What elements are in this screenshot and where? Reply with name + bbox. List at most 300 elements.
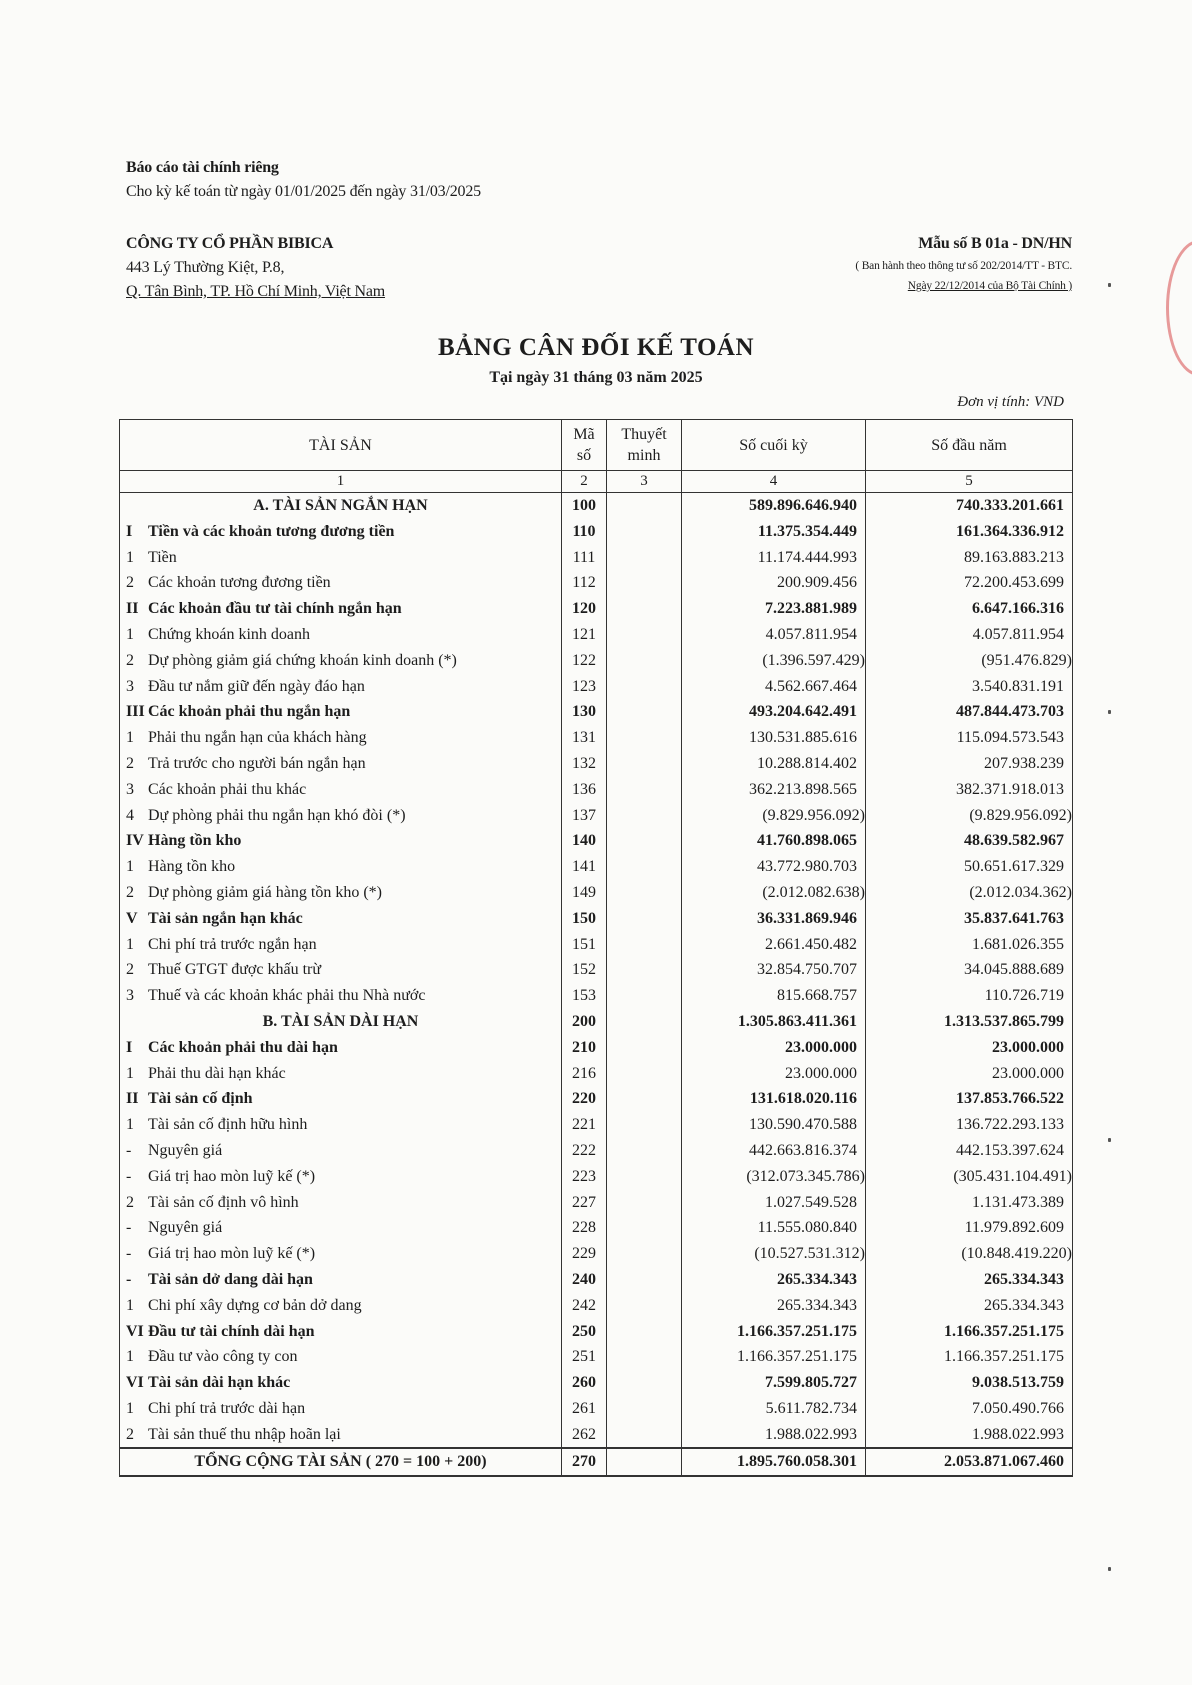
row-note xyxy=(607,1267,682,1293)
row-end-value: 265.334.343 xyxy=(682,1267,866,1293)
row-label: Tài sản dài hạn khác xyxy=(148,1374,291,1392)
row-label: Đầu tư nắm giữ đến ngày đáo hạn xyxy=(148,677,365,695)
row-note xyxy=(607,1164,682,1190)
row-label-cell xyxy=(120,1370,562,1396)
row-note xyxy=(607,1009,682,1035)
row-label-cell xyxy=(120,493,562,519)
row-begin-value: 3.540.831.191 xyxy=(866,674,1073,700)
row-end-value: 265.334.343 xyxy=(682,1293,866,1319)
row-begin-value: 1.313.537.865.799 xyxy=(866,1009,1073,1035)
row-code: 153 xyxy=(562,983,607,1009)
row-end-value: 815.668.757 xyxy=(682,983,866,1009)
scan-speck xyxy=(1108,710,1111,714)
row-code: 262 xyxy=(562,1422,607,1449)
row-begin-value: (2.012.034.362) xyxy=(866,880,1073,906)
row-note xyxy=(607,1086,682,1112)
row-end-value: 11.375.354.449 xyxy=(682,519,866,545)
row-begin-value: 23.000.000 xyxy=(866,1035,1073,1061)
row-index: 2 xyxy=(126,574,134,592)
form-number: Mẫu số B 01a - DN/HN xyxy=(918,235,1072,252)
row-label-cell xyxy=(120,906,562,932)
row-note xyxy=(607,1241,682,1267)
row-note xyxy=(607,1370,682,1396)
row-index: VI xyxy=(126,1374,144,1392)
row-code: 270 xyxy=(562,1448,607,1476)
table-row xyxy=(120,545,1073,571)
row-begin-value: 136.722.293.133 xyxy=(866,1112,1073,1138)
row-code: 227 xyxy=(562,1190,607,1216)
row-begin-value: (9.829.956.092) xyxy=(866,803,1073,829)
row-end-value: 23.000.000 xyxy=(682,1035,866,1061)
row-begin-value: 72.200.453.699 xyxy=(866,570,1073,596)
table-row xyxy=(120,854,1073,880)
row-label-cell xyxy=(120,1035,562,1061)
row-label-cell xyxy=(120,1009,562,1035)
row-end-value: (1.396.597.429) xyxy=(682,648,866,674)
col-number: 3 xyxy=(607,471,682,493)
row-label: Hàng tồn kho xyxy=(148,858,236,876)
row-label: Phải thu dài hạn khác xyxy=(148,1064,286,1082)
row-index: 2 xyxy=(126,1425,134,1443)
row-note xyxy=(607,1190,682,1216)
row-begin-value: 161.364.336.912 xyxy=(866,519,1073,545)
row-code: 121 xyxy=(562,622,607,648)
row-begin-value: 50.651.617.329 xyxy=(866,854,1073,880)
row-code: 152 xyxy=(562,957,607,983)
row-label-cell xyxy=(120,622,562,648)
row-end-value: 1.305.863.411.361 xyxy=(682,1009,866,1035)
row-begin-value: 115.094.573.543 xyxy=(866,725,1073,751)
row-label: Chi phí trả trước dài hạn xyxy=(148,1399,306,1417)
row-index: V xyxy=(126,909,138,927)
row-note xyxy=(607,519,682,545)
row-code: 242 xyxy=(562,1293,607,1319)
row-note xyxy=(607,983,682,1009)
col-number: 2 xyxy=(562,471,607,493)
row-label: Các khoản phải thu ngắn hạn xyxy=(148,703,351,721)
table-row xyxy=(120,880,1073,906)
table-row xyxy=(120,751,1073,777)
row-label-cell xyxy=(120,1319,562,1345)
row-note xyxy=(607,751,682,777)
row-note xyxy=(607,803,682,829)
row-code: 137 xyxy=(562,803,607,829)
row-code: 130 xyxy=(562,699,607,725)
row-begin-value: 1.166.357.251.175 xyxy=(866,1319,1073,1345)
row-begin-value: 48.639.582.967 xyxy=(866,828,1073,854)
table-row xyxy=(120,1061,1073,1087)
row-label-cell xyxy=(120,983,562,1009)
row-index: 2 xyxy=(126,883,134,901)
table-row xyxy=(120,570,1073,596)
row-index: III xyxy=(126,703,145,721)
row-label-cell xyxy=(120,828,562,854)
table-row xyxy=(120,519,1073,545)
company-address-1: 443 Lý Thường Kiệt, P.8, xyxy=(126,259,285,276)
col-header-note: Thuyết minh xyxy=(607,420,682,471)
table-row xyxy=(120,777,1073,803)
row-label-cell xyxy=(120,803,562,829)
row-begin-value: 34.045.888.689 xyxy=(866,957,1073,983)
row-label: Tài sản cố định vô hình xyxy=(148,1193,299,1211)
row-label-cell xyxy=(120,1241,562,1267)
row-index: 4 xyxy=(126,806,134,824)
row-note xyxy=(607,570,682,596)
row-note xyxy=(607,699,682,725)
row-code: 111 xyxy=(562,545,607,571)
row-end-value: 23.000.000 xyxy=(682,1061,866,1087)
row-end-value: 4.562.667.464 xyxy=(682,674,866,700)
row-label: Tài sản ngắn hạn khác xyxy=(148,909,303,927)
row-end-value: 1.895.760.058.301 xyxy=(682,1448,866,1476)
row-index: 1 xyxy=(126,1296,134,1314)
table-row xyxy=(120,983,1073,1009)
row-code: 250 xyxy=(562,1319,607,1345)
row-code: 120 xyxy=(562,596,607,622)
table-row xyxy=(120,1035,1073,1061)
row-begin-value: 1.681.026.355 xyxy=(866,932,1073,958)
row-label-cell xyxy=(120,1396,562,1422)
row-label: Thuế GTGT được khấu trừ xyxy=(148,961,322,979)
row-label: Tài sản cố định xyxy=(148,1090,253,1108)
table-row xyxy=(120,1370,1073,1396)
row-end-value: 1.166.357.251.175 xyxy=(682,1344,866,1370)
row-end-value: (2.012.082.638) xyxy=(682,880,866,906)
row-code: 210 xyxy=(562,1035,607,1061)
row-note xyxy=(607,596,682,622)
row-label: Phải thu ngắn hạn của khách hàng xyxy=(148,729,367,747)
row-note xyxy=(607,777,682,803)
scan-speck xyxy=(1108,1138,1111,1142)
form-note-2: Ngày 22/12/2014 của Bộ Tài Chính ) xyxy=(907,280,1072,292)
row-index: 2 xyxy=(126,651,134,669)
row-begin-value: 137.853.766.522 xyxy=(866,1086,1073,1112)
currency-unit: Đơn vị tính: VND xyxy=(957,394,1064,410)
row-begin-value: 2.053.871.067.460 xyxy=(866,1448,1073,1476)
table-row xyxy=(120,1190,1073,1216)
row-label: Đầu tư vào công ty con xyxy=(148,1348,298,1366)
row-end-value: 130.590.470.588 xyxy=(682,1112,866,1138)
col-number: 5 xyxy=(866,471,1073,493)
report-period: Cho kỳ kế toán từ ngày 01/01/2025 đến ngày 31/03/2025 xyxy=(126,183,481,200)
row-label-cell xyxy=(120,596,562,622)
row-begin-value: (305.431.104.491) xyxy=(866,1164,1073,1190)
table-row xyxy=(120,699,1073,725)
col-number: 4 xyxy=(682,471,866,493)
row-index: 1 xyxy=(126,1348,134,1366)
row-code: 216 xyxy=(562,1061,607,1087)
row-index: 3 xyxy=(126,677,134,695)
row-begin-value: 4.057.811.954 xyxy=(866,622,1073,648)
row-note xyxy=(607,622,682,648)
row-label: Trả trước cho người bán ngắn hạn xyxy=(148,754,366,772)
table-row xyxy=(120,1009,1073,1035)
table-row xyxy=(120,1164,1073,1190)
row-label-cell xyxy=(120,957,562,983)
row-label-cell xyxy=(120,854,562,880)
row-code: 131 xyxy=(562,725,607,751)
row-code: 100 xyxy=(562,493,607,519)
table-row xyxy=(120,1086,1073,1112)
row-label-cell xyxy=(120,545,562,571)
row-code: 132 xyxy=(562,751,607,777)
row-code: 261 xyxy=(562,1396,607,1422)
scan-speck xyxy=(1108,1567,1111,1571)
row-label-cell xyxy=(120,725,562,751)
company-address-2: Q. Tân Bình, TP. Hồ Chí Minh, Việt Nam xyxy=(126,283,386,300)
row-note xyxy=(607,493,682,519)
row-label-cell xyxy=(120,1112,562,1138)
row-label: Dự phòng giảm giá chứng khoán kinh doanh (*) xyxy=(148,651,457,669)
row-code: 220 xyxy=(562,1086,607,1112)
col-number: 1 xyxy=(120,471,562,493)
table-row xyxy=(120,493,1073,519)
table-row xyxy=(120,1396,1073,1422)
row-begin-value: 740.333.201.661 xyxy=(866,493,1073,519)
row-code: 240 xyxy=(562,1267,607,1293)
row-label: Thuế và các khoản khác phải thu Nhà nước xyxy=(148,987,426,1005)
row-label: TỔNG CỘNG TÀI SẢN ( 270 = 100 + 200) xyxy=(194,1453,487,1471)
row-code: 223 xyxy=(562,1164,607,1190)
row-code: 251 xyxy=(562,1344,607,1370)
document-title: BẢNG CÂN ĐỐI KẾ TOÁN xyxy=(437,334,755,361)
row-label: Nguyên giá xyxy=(148,1219,223,1237)
row-label-cell xyxy=(120,751,562,777)
row-code: 140 xyxy=(562,828,607,854)
row-label-cell xyxy=(120,1448,562,1476)
row-note xyxy=(607,1061,682,1087)
row-label-cell xyxy=(120,648,562,674)
row-code: 200 xyxy=(562,1009,607,1035)
row-begin-value: 23.000.000 xyxy=(866,1061,1073,1087)
row-note xyxy=(607,1396,682,1422)
row-end-value: 36.331.869.946 xyxy=(682,906,866,932)
row-begin-value: 35.837.641.763 xyxy=(866,906,1073,932)
row-label-cell xyxy=(120,1293,562,1319)
row-note xyxy=(607,1215,682,1241)
row-index: II xyxy=(126,1090,139,1108)
row-note xyxy=(607,1035,682,1061)
row-index: I xyxy=(126,522,133,540)
row-label: Dự phòng phải thu ngắn hạn khó đòi (*) xyxy=(148,806,406,824)
row-label: Chi phí trả trước ngắn hạn xyxy=(148,935,317,953)
row-end-value: 1.027.549.528 xyxy=(682,1190,866,1216)
row-label-cell xyxy=(120,570,562,596)
row-code: 222 xyxy=(562,1138,607,1164)
row-note xyxy=(607,828,682,854)
row-label: Các khoản phải thu dài hạn xyxy=(148,1038,338,1056)
row-end-value: (312.073.345.786) xyxy=(682,1164,866,1190)
row-label: Các khoản đầu tư tài chính ngắn hạn xyxy=(148,600,402,618)
row-code: 150 xyxy=(562,906,607,932)
row-begin-value: 11.979.892.609 xyxy=(866,1215,1073,1241)
row-note xyxy=(607,648,682,674)
row-index: 1 xyxy=(126,625,134,643)
row-note xyxy=(607,1293,682,1319)
row-label-cell xyxy=(120,1344,562,1370)
row-label: Chi phí xây dựng cơ bản dở dang xyxy=(148,1296,362,1314)
row-note xyxy=(607,932,682,958)
row-begin-value: 1.166.357.251.175 xyxy=(866,1344,1073,1370)
col-header-code: Mã số xyxy=(562,420,607,471)
row-note xyxy=(607,880,682,906)
row-end-value: 130.531.885.616 xyxy=(682,725,866,751)
row-begin-value: 89.163.883.213 xyxy=(866,545,1073,571)
column-number-row xyxy=(120,471,1073,493)
row-index: 2 xyxy=(126,1193,134,1211)
col-header-assets: TÀI SẢN xyxy=(120,420,562,471)
row-end-value: 1.988.022.993 xyxy=(682,1422,866,1449)
row-label-cell xyxy=(120,777,562,803)
row-label-cell xyxy=(120,1422,562,1449)
row-begin-value: 110.726.719 xyxy=(866,983,1073,1009)
row-end-value: 2.661.450.482 xyxy=(682,932,866,958)
row-code: 141 xyxy=(562,854,607,880)
row-index: 3 xyxy=(126,780,134,798)
row-begin-value: 6.647.166.316 xyxy=(866,596,1073,622)
row-begin-value: 382.371.918.013 xyxy=(866,777,1073,803)
row-index: 1 xyxy=(126,858,134,876)
report-type: Báo cáo tài chính riêng xyxy=(126,159,279,176)
row-index: 1 xyxy=(126,1064,134,1082)
row-label-cell xyxy=(120,932,562,958)
row-end-value: 11.555.080.840 xyxy=(682,1215,866,1241)
row-label-cell xyxy=(120,1086,562,1112)
row-end-value: (9.829.956.092) xyxy=(682,803,866,829)
row-code: 136 xyxy=(562,777,607,803)
row-index: - xyxy=(126,1245,132,1263)
row-note xyxy=(607,1448,682,1476)
company-name: CÔNG TY CỔ PHẦN BIBICA xyxy=(126,235,334,252)
row-label-cell xyxy=(120,880,562,906)
row-label: B. TÀI SẢN DÀI HẠN xyxy=(262,1012,419,1030)
col-header-begin: Số đầu năm xyxy=(866,420,1073,471)
form-note-1: ( Ban hành theo thông tư số 202/2014/TT - BTC. xyxy=(855,260,1072,272)
row-label: Dự phòng giảm giá hàng tồn kho (*) xyxy=(148,883,382,901)
row-end-value: 43.772.980.703 xyxy=(682,854,866,880)
table-row xyxy=(120,1241,1073,1267)
row-end-value: 200.909.456 xyxy=(682,570,866,596)
row-index: 1 xyxy=(126,1399,134,1417)
col-header-end: Số cuối kỳ xyxy=(682,420,866,471)
table-header-row xyxy=(120,420,1073,471)
table-row xyxy=(120,1138,1073,1164)
row-code: 228 xyxy=(562,1215,607,1241)
row-index: II xyxy=(126,600,139,618)
row-begin-value: 487.844.473.703 xyxy=(866,699,1073,725)
row-label-cell xyxy=(120,1267,562,1293)
row-begin-value: 9.038.513.759 xyxy=(866,1370,1073,1396)
row-label: Tiền xyxy=(148,548,177,566)
row-end-value: 131.618.020.116 xyxy=(682,1086,866,1112)
row-label: Nguyên giá xyxy=(148,1141,223,1159)
row-index: 2 xyxy=(126,754,134,772)
row-code: 149 xyxy=(562,880,607,906)
row-end-value: 493.204.642.491 xyxy=(682,699,866,725)
row-label: Các khoản tương đương tiền xyxy=(148,574,331,592)
row-label: Chứng khoán kinh doanh xyxy=(148,625,310,643)
row-index: I xyxy=(126,1038,133,1056)
row-index: 1 xyxy=(126,548,134,566)
row-label-cell xyxy=(120,674,562,700)
row-end-value: 7.599.805.727 xyxy=(682,1370,866,1396)
scan-speck xyxy=(1108,283,1111,287)
row-index: 1 xyxy=(126,729,134,747)
table-row xyxy=(120,1267,1073,1293)
row-end-value: 589.896.646.940 xyxy=(682,493,866,519)
row-label: Tiền và các khoản tương đương tiền xyxy=(148,522,395,540)
document-subtitle: Tại ngày 31 tháng 03 năm 2025 xyxy=(489,369,703,386)
row-note xyxy=(607,1422,682,1449)
row-note xyxy=(607,1112,682,1138)
row-label: Đầu tư tài chính dài hạn xyxy=(148,1322,315,1340)
row-note xyxy=(607,854,682,880)
row-code: 110 xyxy=(562,519,607,545)
balance-sheet-table xyxy=(119,419,1073,1477)
row-begin-value: (951.476.829) xyxy=(866,648,1073,674)
row-note xyxy=(607,906,682,932)
row-end-value: 32.854.750.707 xyxy=(682,957,866,983)
row-label: Hàng tồn kho xyxy=(148,832,242,850)
row-begin-value: (10.848.419.220) xyxy=(866,1241,1073,1267)
row-label-cell xyxy=(120,1164,562,1190)
row-code: 260 xyxy=(562,1370,607,1396)
table-row xyxy=(120,1448,1073,1476)
row-label: Tài sản cố định hữu hình xyxy=(148,1116,308,1134)
table-row xyxy=(120,622,1073,648)
row-index: 1 xyxy=(126,935,134,953)
row-end-value: 442.663.816.374 xyxy=(682,1138,866,1164)
row-begin-value: 7.050.490.766 xyxy=(866,1396,1073,1422)
company-block xyxy=(126,232,385,304)
row-label-cell xyxy=(120,519,562,545)
row-begin-value: 207.938.239 xyxy=(866,751,1073,777)
table-row xyxy=(120,1319,1073,1345)
row-begin-value: 265.334.343 xyxy=(866,1267,1073,1293)
row-note xyxy=(607,1344,682,1370)
row-label: Các khoản phải thu khác xyxy=(148,780,307,798)
row-code: 229 xyxy=(562,1241,607,1267)
row-end-value: 10.288.814.402 xyxy=(682,751,866,777)
table-row xyxy=(120,648,1073,674)
row-label: Tài sản thuế thu nhập hoãn lại xyxy=(148,1425,341,1443)
row-label: A. TÀI SẢN NGẮN HẠN xyxy=(253,497,428,514)
row-label-cell xyxy=(120,1190,562,1216)
form-block xyxy=(855,232,1072,296)
report-header xyxy=(126,156,481,204)
row-note xyxy=(607,1138,682,1164)
row-index: VI xyxy=(126,1322,144,1340)
row-end-value: 362.213.898.565 xyxy=(682,777,866,803)
row-code: 151 xyxy=(562,932,607,958)
row-note xyxy=(607,957,682,983)
row-index: - xyxy=(126,1167,132,1185)
row-begin-value: 265.334.343 xyxy=(866,1293,1073,1319)
row-begin-value: 442.153.397.624 xyxy=(866,1138,1073,1164)
row-index: - xyxy=(126,1270,132,1288)
row-index: - xyxy=(126,1141,132,1159)
row-label: Giá trị hao mòn luỹ kế (*) xyxy=(148,1167,316,1185)
row-index: - xyxy=(126,1219,132,1237)
row-label: Tài sản dở dang dài hạn xyxy=(148,1270,313,1288)
table-row xyxy=(120,674,1073,700)
row-code: 221 xyxy=(562,1112,607,1138)
row-label-cell xyxy=(120,1215,562,1241)
table-row xyxy=(120,1344,1073,1370)
table-row xyxy=(120,957,1073,983)
table-row xyxy=(120,1293,1073,1319)
row-index: 1 xyxy=(126,1116,134,1134)
